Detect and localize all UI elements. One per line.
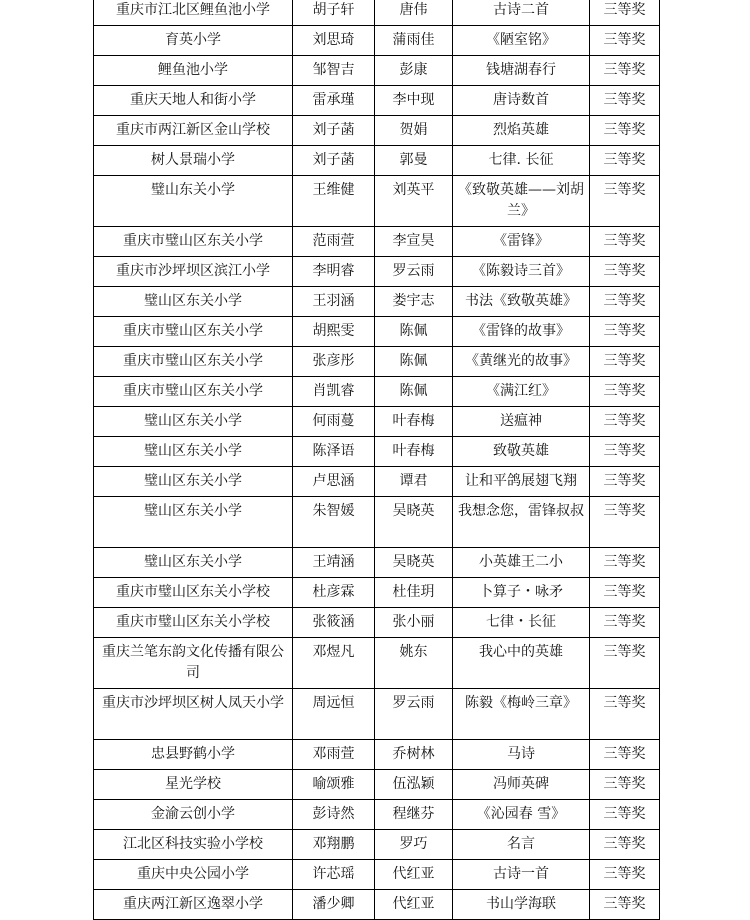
award-cell: 三等奖 (590, 497, 660, 548)
table-row (94, 407, 660, 437)
student-cell: 王维健 (293, 176, 375, 227)
student-cell: 邓翔鹏 (293, 830, 375, 860)
school-cell: 星光学校 (94, 770, 293, 800)
student-cell: 潘少卿 (293, 890, 375, 920)
school-cell: 璧山区东关小学 (94, 548, 293, 578)
work-title-cell: 卜算子・咏矛 (453, 578, 590, 608)
table-row (94, 437, 660, 467)
award-cell: 三等奖 (590, 437, 660, 467)
award-cell: 三等奖 (590, 377, 660, 407)
award-cell: 三等奖 (590, 689, 660, 740)
school-cell: 重庆市沙坪坝区滨江小学 (94, 257, 293, 287)
work-title-cell: 书法《致敬英雄》 (453, 287, 590, 317)
award-cell: 三等奖 (590, 116, 660, 146)
table-row (94, 86, 660, 116)
teacher-cell: 罗云雨 (375, 257, 453, 287)
teacher-cell: 乔树林 (375, 740, 453, 770)
award-cell: 三等奖 (590, 0, 660, 26)
teacher-cell: 代红亚 (375, 890, 453, 920)
teacher-cell: 陈佩 (375, 317, 453, 347)
school-cell: 重庆市璧山区东关小学 (94, 227, 293, 257)
award-cell: 三等奖 (590, 740, 660, 770)
school-cell: 重庆市璧山区东关小学 (94, 377, 293, 407)
award-cell: 三等奖 (590, 56, 660, 86)
student-cell: 张筱涵 (293, 608, 375, 638)
student-cell: 彭诗然 (293, 800, 375, 830)
table-row (94, 890, 660, 920)
work-title-cell: 《致敬英雄——刘胡兰》 (453, 176, 590, 227)
school-cell: 育英小学 (94, 26, 293, 56)
teacher-cell: 罗巧 (375, 830, 453, 860)
student-cell: 邓煜凡 (293, 638, 375, 689)
student-cell: 邓雨萱 (293, 740, 375, 770)
teacher-cell: 吴晓英 (375, 548, 453, 578)
work-title-cell: 七律. 长征 (453, 146, 590, 176)
work-title-cell: 致敬英雄 (453, 437, 590, 467)
table-row (94, 467, 660, 497)
work-title-cell: 《满江红》 (453, 377, 590, 407)
work-title-cell: 冯师英碑 (453, 770, 590, 800)
teacher-cell: 吴晓英 (375, 497, 453, 548)
award-cell: 三等奖 (590, 770, 660, 800)
table-row (94, 608, 660, 638)
school-cell: 璧山区东关小学 (94, 437, 293, 467)
award-cell: 三等奖 (590, 638, 660, 689)
award-cell: 三等奖 (590, 608, 660, 638)
award-cell: 三等奖 (590, 227, 660, 257)
teacher-cell: 叶春梅 (375, 407, 453, 437)
work-title-cell: 《黄继光的故事》 (453, 347, 590, 377)
student-cell: 胡熙雯 (293, 317, 375, 347)
work-title-cell: 唐诗数首 (453, 86, 590, 116)
work-title-cell: 钱塘湖春行 (453, 56, 590, 86)
school-cell: 重庆市璧山区东关小学 (94, 347, 293, 377)
table-row (94, 176, 660, 227)
table-row (94, 26, 660, 56)
award-cell: 三等奖 (590, 347, 660, 377)
school-cell: 重庆市两江新区金山学校 (94, 116, 293, 146)
teacher-cell: 伍泓颖 (375, 770, 453, 800)
teacher-cell: 姚东 (375, 638, 453, 689)
award-cell: 三等奖 (590, 86, 660, 116)
table-row (94, 689, 660, 740)
award-table-body (94, 0, 660, 920)
work-title-cell: 《沁园春 雪》 (453, 800, 590, 830)
table-row (94, 56, 660, 86)
table-row (94, 578, 660, 608)
school-cell: 璧山东关小学 (94, 176, 293, 227)
work-title-cell: 送瘟神 (453, 407, 590, 437)
school-cell: 重庆市璧山区东关小学校 (94, 578, 293, 608)
table-row (94, 638, 660, 689)
school-cell: 重庆中央公园小学 (94, 860, 293, 890)
student-cell: 许芯瑶 (293, 860, 375, 890)
student-cell: 李明睿 (293, 257, 375, 287)
school-cell: 重庆市沙坪坝区树人凤天小学 (94, 689, 293, 740)
teacher-cell: 刘英平 (375, 176, 453, 227)
school-cell: 重庆两江新区逸翠小学 (94, 890, 293, 920)
work-title-cell: 《雷锋的故事》 (453, 317, 590, 347)
work-title-cell: 《陋室铭》 (453, 26, 590, 56)
teacher-cell: 陈佩 (375, 377, 453, 407)
table-row (94, 800, 660, 830)
student-cell: 陈泽语 (293, 437, 375, 467)
school-cell: 鲤鱼池小学 (94, 56, 293, 86)
work-title-cell: 名言 (453, 830, 590, 860)
teacher-cell: 郭曼 (375, 146, 453, 176)
student-cell: 刘子菡 (293, 116, 375, 146)
student-cell: 周远恒 (293, 689, 375, 740)
work-title-cell: 陈毅《梅岭三章》 (453, 689, 590, 740)
award-cell: 三等奖 (590, 578, 660, 608)
student-cell: 胡子轩 (293, 0, 375, 26)
work-title-cell: 我想念您，雷锋叔叔 (453, 497, 590, 548)
school-cell: 璧山区东关小学 (94, 467, 293, 497)
award-cell: 三等奖 (590, 860, 660, 890)
teacher-cell: 唐伟 (375, 0, 453, 26)
table-row (94, 146, 660, 176)
student-cell: 喻颂雅 (293, 770, 375, 800)
teacher-cell: 杜佳玥 (375, 578, 453, 608)
award-table-container (93, 0, 659, 920)
work-title-cell: 七律・长征 (453, 608, 590, 638)
award-cell: 三等奖 (590, 548, 660, 578)
table-row (94, 287, 660, 317)
table-row (94, 377, 660, 407)
table-row (94, 770, 660, 800)
teacher-cell: 贺娟 (375, 116, 453, 146)
student-cell: 王靖涵 (293, 548, 375, 578)
teacher-cell: 娄宇志 (375, 287, 453, 317)
award-cell: 三等奖 (590, 467, 660, 497)
student-cell: 邹智吉 (293, 56, 375, 86)
award-cell: 三等奖 (590, 176, 660, 227)
table-row (94, 227, 660, 257)
student-cell: 杜彦霖 (293, 578, 375, 608)
student-cell: 范雨萱 (293, 227, 375, 257)
award-cell: 三等奖 (590, 26, 660, 56)
award-cell: 三等奖 (590, 257, 660, 287)
table-row (94, 347, 660, 377)
school-cell: 树人景瑞小学 (94, 146, 293, 176)
work-title-cell: 小英雄王二小 (453, 548, 590, 578)
student-cell: 雷承瑾 (293, 86, 375, 116)
student-cell: 刘思琦 (293, 26, 375, 56)
school-cell: 重庆兰笔东韵文化传播有限公司 (94, 638, 293, 689)
work-title-cell: 烈焰英雄 (453, 116, 590, 146)
award-cell: 三等奖 (590, 317, 660, 347)
school-cell: 江北区科技实验小学校 (94, 830, 293, 860)
teacher-cell: 陈佩 (375, 347, 453, 377)
school-cell: 忠县野鹤小学 (94, 740, 293, 770)
teacher-cell: 代红亚 (375, 860, 453, 890)
teacher-cell: 李中现 (375, 86, 453, 116)
school-cell: 璧山区东关小学 (94, 407, 293, 437)
table-row (94, 740, 660, 770)
school-cell: 重庆市璧山区东关小学校 (94, 608, 293, 638)
teacher-cell: 程继芬 (375, 800, 453, 830)
student-cell: 朱智媛 (293, 497, 375, 548)
table-row (94, 317, 660, 347)
table-row (94, 257, 660, 287)
work-title-cell: 《雷锋》 (453, 227, 590, 257)
school-cell: 璧山区东关小学 (94, 287, 293, 317)
work-title-cell: 书山学海联 (453, 890, 590, 920)
teacher-cell: 罗云雨 (375, 689, 453, 740)
award-cell: 三等奖 (590, 830, 660, 860)
work-title-cell: 让和平鸽展翅飞翔 (453, 467, 590, 497)
school-cell: 金渝云创小学 (94, 800, 293, 830)
table-row (94, 116, 660, 146)
teacher-cell: 彭康 (375, 56, 453, 86)
work-title-cell: 马诗 (453, 740, 590, 770)
work-title-cell: 《陈毅诗三首》 (453, 257, 590, 287)
school-cell: 璧山区东关小学 (94, 497, 293, 548)
work-title-cell: 我心中的英雄 (453, 638, 590, 689)
student-cell: 刘子菡 (293, 146, 375, 176)
student-cell: 何雨蔓 (293, 407, 375, 437)
school-cell: 重庆市江北区鲤鱼池小学 (94, 0, 293, 26)
table-row (94, 0, 660, 26)
work-title-cell: 古诗一首 (453, 860, 590, 890)
student-cell: 王羽涵 (293, 287, 375, 317)
work-title-cell: 古诗二首 (453, 0, 590, 26)
award-cell: 三等奖 (590, 287, 660, 317)
award-cell: 三等奖 (590, 407, 660, 437)
table-row (94, 830, 660, 860)
student-cell: 肖凯睿 (293, 377, 375, 407)
school-cell: 重庆天地人和街小学 (94, 86, 293, 116)
teacher-cell: 谭君 (375, 467, 453, 497)
table-row (94, 497, 660, 548)
award-cell: 三等奖 (590, 800, 660, 830)
student-cell: 卢思涵 (293, 467, 375, 497)
student-cell: 张彦彤 (293, 347, 375, 377)
school-cell: 重庆市璧山区东关小学 (94, 317, 293, 347)
award-cell: 三等奖 (590, 890, 660, 920)
teacher-cell: 张小丽 (375, 608, 453, 638)
table-row (94, 860, 660, 890)
award-table (93, 0, 660, 920)
teacher-cell: 蒲雨佳 (375, 26, 453, 56)
table-row (94, 548, 660, 578)
award-cell: 三等奖 (590, 146, 660, 176)
teacher-cell: 李宣昊 (375, 227, 453, 257)
teacher-cell: 叶春梅 (375, 437, 453, 467)
